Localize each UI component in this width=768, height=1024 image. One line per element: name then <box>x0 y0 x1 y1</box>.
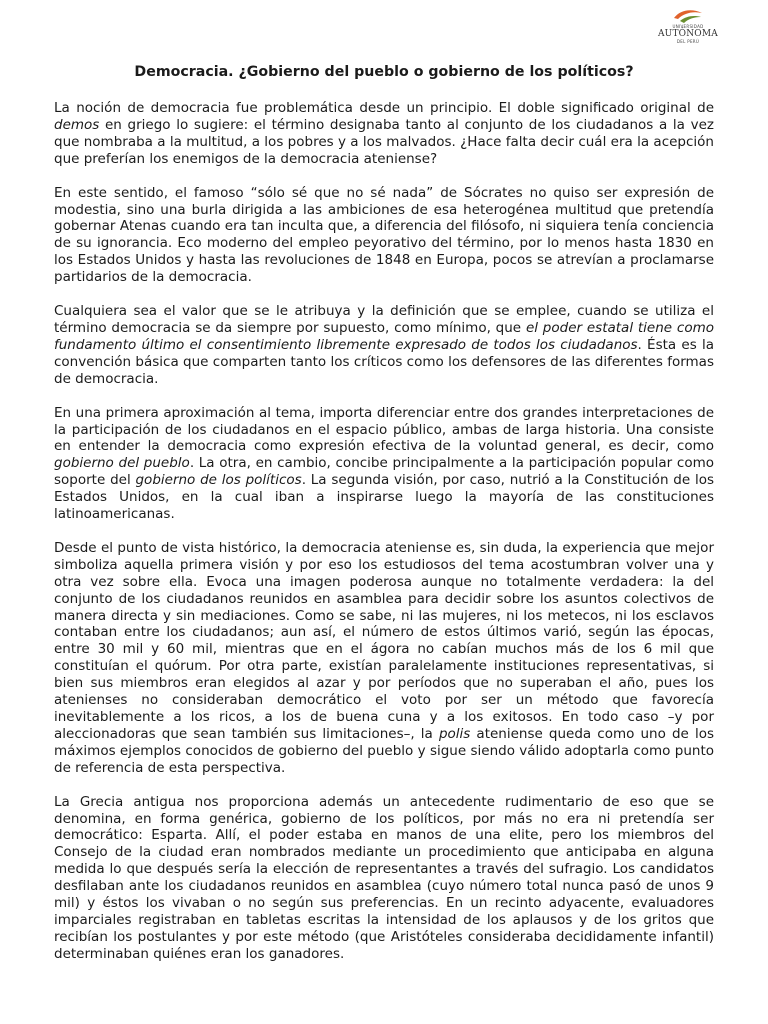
paragraph-3: Cualquiera sea el valor que se le atribuya y la definición que se emplee, cuando se utiliza el término democracia se da siempre por supuesto, como mínimo, que el poder estatal tiene como fundamento último el consentimiento libremente expresado de todos los ciudadanos. Ésta es la convención básica que comparten tanto los críticos como los defensores de las diferentes formas de democracia. <box>54 303 714 387</box>
university-logo-icon <box>671 8 705 24</box>
document-page <box>54 62 714 980</box>
paragraph-4: En una primera aproximación al tema, importa diferenciar entre dos grandes interpretaciones de la participación de los ciudadanos en el espacio público, ambas de larga historia. Una consiste en entender la democracia como expresión efectiva de la voluntad general, es decir, como gobierno del pueblo. La otra, en cambio, concibe principalmente a la participación popular como soporte del gobierno de los políticos. La segunda visión, por caso, nutrió a la Constitución de los Estados Unidos, en la cual iban a inspirarse luego la mayoría de las constituciones latinoamericanas. <box>54 404 715 523</box>
paragraph-2: En este sentido, el famoso “sólo sé que no sé nada” de Sócrates no quiso ser expresión de modestia, sino una burla dirigida a las ambiciones de esa heterogénea multitud que pretendía gobernar Atenas cuando era tan inculta que, a diferencia del filósofo, ni siquiera tenía conciencia de su ignorancia. Eco moderno del empleo peyorativo del término, por lo menos hasta 1830 en los Estados Unidos y hasta las revoluciones de 1848 en Europa, pocos se atrevían a proclamarse partidarios de la democracia. <box>54 184 714 286</box>
university-logo <box>648 8 728 44</box>
paragraph-6: La Grecia antigua nos proporciona además un antecedente rudimentario de eso que se denomina, en forma genérica, gobierno de los políticos, por más no era ni pretendía ser democrático: Esparta. Allí, el poder estaba en manos de una elite, pero los miembros del Consejo de la ciudad eran nombrados mediante un procedimiento que anticipaba en alguna medida lo que después sería la elección de representantes a través del sufragio. Los candidatos desfilaban ante los ciudadanos reunidos en asamblea (cuyo número total nunca pasó de unos 9 mil) y éstos los vivaban o no según sus preferencias. En un recinto adyacente, evaluadores imparciales registraban en tabletas escritas la intensidad de los aplausos y de los gritos que recibían los postulantes y por este método (que Aristóteles consideraba decididamente infantil) determinaban quiénes eran los ganadores. <box>54 793 714 962</box>
logo-top-text: UNIVERSIDAD <box>672 24 704 29</box>
paragraph-1: La noción de democracia fue problemática desde un principio. El doble significado original de demos en griego lo sugiere: el término designaba tanto al conjunto de los ciudadanos a la vez que nombraba a la multitud, a los pobres y a los malvados. ¿Hace falta decir cuál era la acepción que preferían los enemigos de la democracia ateniense? <box>54 100 714 167</box>
logo-bottom-text: DEL PERÚ <box>676 39 700 44</box>
paragraph-5: Desde el punto de vista histórico, la democracia ateniense es, sin duda, la experiencia que mejor simboliza aquella primera visión y por eso los estudiosos del tema acostumbran volver una y otra vez sobre ella. Evoca una imagen poderosa aunque no totalmente verdadera: la del conjunto de los ciudadanos reunidos en asamblea para decidir sobre los asuntos colectivos de manera directa y sin mediaciones. Como se sabe, ni las mujeres, ni los metecos, ni los esclavos contaban entre los ciudadanos; aun así, el número de estos últimos varió, según las épocas, entre 30 mil y 60 mil, mientras que en el ágora no cabían muchos más de los 6 mil que constituían el quórum. Por otra parte, existían paralelamente instituciones representativas, si bien sus miembros eran elegidos al azar y por períodos que no superaban el año, pues los atenienses no consideraban democrático el voto por ser un método que favorecía inevitablemente a los ricos, a los de buena cuna y a los exitosos. En todo caso –y por aleccionadoras que sean también sus limitaciones–, la polis ateniense queda como uno de los máximos ejemplos conocidos de gobierno del pueblo y sigue siendo válido adoptarla como punto de referencia de esta perspectiva. <box>54 539 714 776</box>
logo-name: AUTÓNOMA <box>657 29 719 39</box>
page-title: Democracia. ¿Gobierno del pueblo o gobierno de los políticos? <box>134 64 634 80</box>
